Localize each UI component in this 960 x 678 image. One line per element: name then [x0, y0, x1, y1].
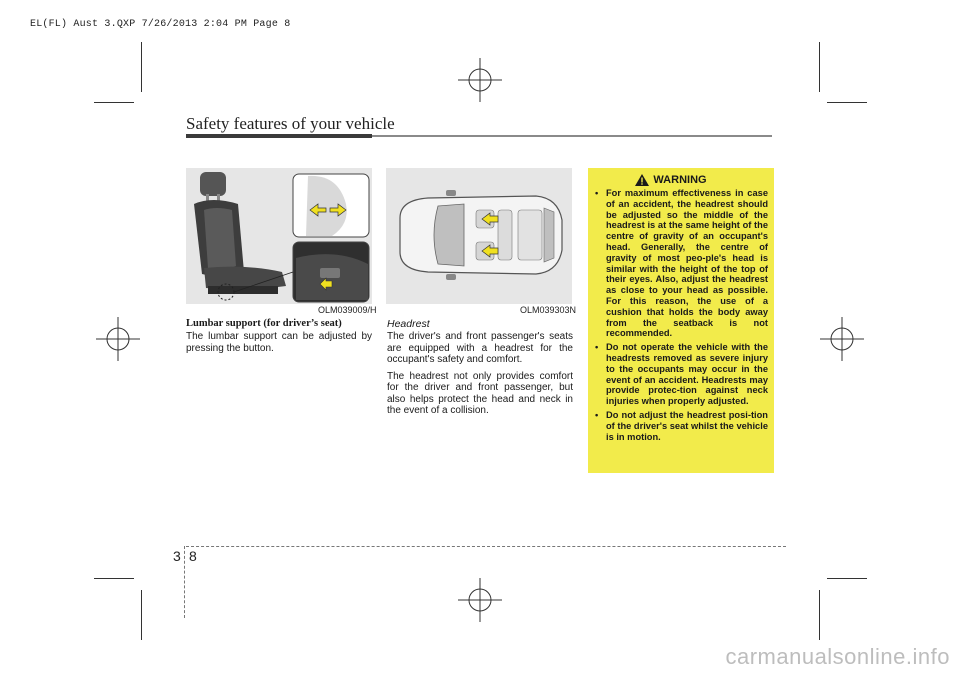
bullet: •: [595, 409, 599, 420]
warning-list: [594, 188, 768, 442]
headrest-caption: Headrest: [387, 318, 430, 330]
seat-illustration: [186, 168, 372, 304]
warning-triangle-icon: [635, 174, 649, 186]
warning-box: [588, 168, 774, 473]
warning-item: [594, 188, 768, 339]
lumbar-body-text: The lumbar support can be adjusted by pressing the button.: [186, 331, 372, 354]
footer-vertical-rule: [184, 546, 185, 618]
figure-code-2: OLM039303N: [520, 305, 577, 315]
car-top-view-illustration: [386, 168, 572, 304]
warning-item-text: For maximum effectiveness in case of an accident, the headrest should be adjusted so the middle of the headrest is at the same height of the centre of gravity of an occupant's head. Generally, the centre of gravity of most peo-ple's head is similar with the height of the top of their eyes. Also, adjust the headrest as close to your head as possible. For this reason, the use of a cushion that holds the body away from the seatback is not recommended.: [606, 188, 768, 339]
title-rule: [372, 135, 772, 137]
warning-title: WARNING: [653, 174, 707, 186]
crop-mark: [94, 578, 134, 579]
warning-item: [594, 342, 768, 407]
crop-mark: [141, 590, 142, 640]
registration-mark-left: [96, 317, 140, 361]
crop-mark: [827, 102, 867, 103]
headrest-body: [387, 331, 573, 422]
print-slug: EL(FL) Aust 3.QXP 7/26/2013 2:04 PM Page 8: [30, 19, 291, 30]
chapter-number: 3: [173, 548, 181, 564]
crop-mark: [141, 42, 142, 92]
headrest-car-figure: [386, 168, 572, 304]
lumbar-body: [186, 331, 372, 359]
page-number: 8: [189, 548, 197, 564]
warning-header: [574, 174, 768, 186]
crop-mark: [819, 590, 820, 640]
lumbar-caption: Lumbar support (for driver’s seat): [186, 318, 342, 329]
seat-lumbar-figure: [186, 168, 372, 304]
warning-item: [594, 410, 768, 442]
warning-item-text: Do not operate the vehicle with the headrests removed as severe injury to the occupants may occur in the event of an accident. Headrests may provide protec-tion against neck injuries when properly adjusted.: [606, 342, 768, 407]
registration-mark-right: [820, 317, 864, 361]
registration-mark-top: [458, 58, 502, 102]
crop-mark: [94, 102, 134, 103]
headrest-para-1: The driver's and front passenger's seats are equipped with a headrest for the occupant's safety and comfort.: [387, 331, 573, 365]
watermark: carmanualsonline.info: [725, 644, 950, 669]
headrest-para-2: The headrest not only provides comfort for the driver and front passenger, but also helps protect the head and neck in the event of a collision.: [387, 370, 573, 416]
crop-mark: [827, 578, 867, 579]
section-title: Safety features of your vehicle: [186, 114, 395, 133]
bullet: •: [595, 342, 599, 353]
title-underline: [186, 134, 372, 138]
registration-mark-bottom: [458, 578, 502, 622]
warning-item-text: Do not adjust the headrest posi-tion of the driver's seat whilst the vehicle is in motion.: [606, 409, 768, 442]
crop-mark: [819, 42, 820, 92]
bullet: •: [595, 188, 599, 198]
footer-rule: [186, 546, 786, 547]
figure-code-1: OLM039009/H: [318, 305, 377, 315]
